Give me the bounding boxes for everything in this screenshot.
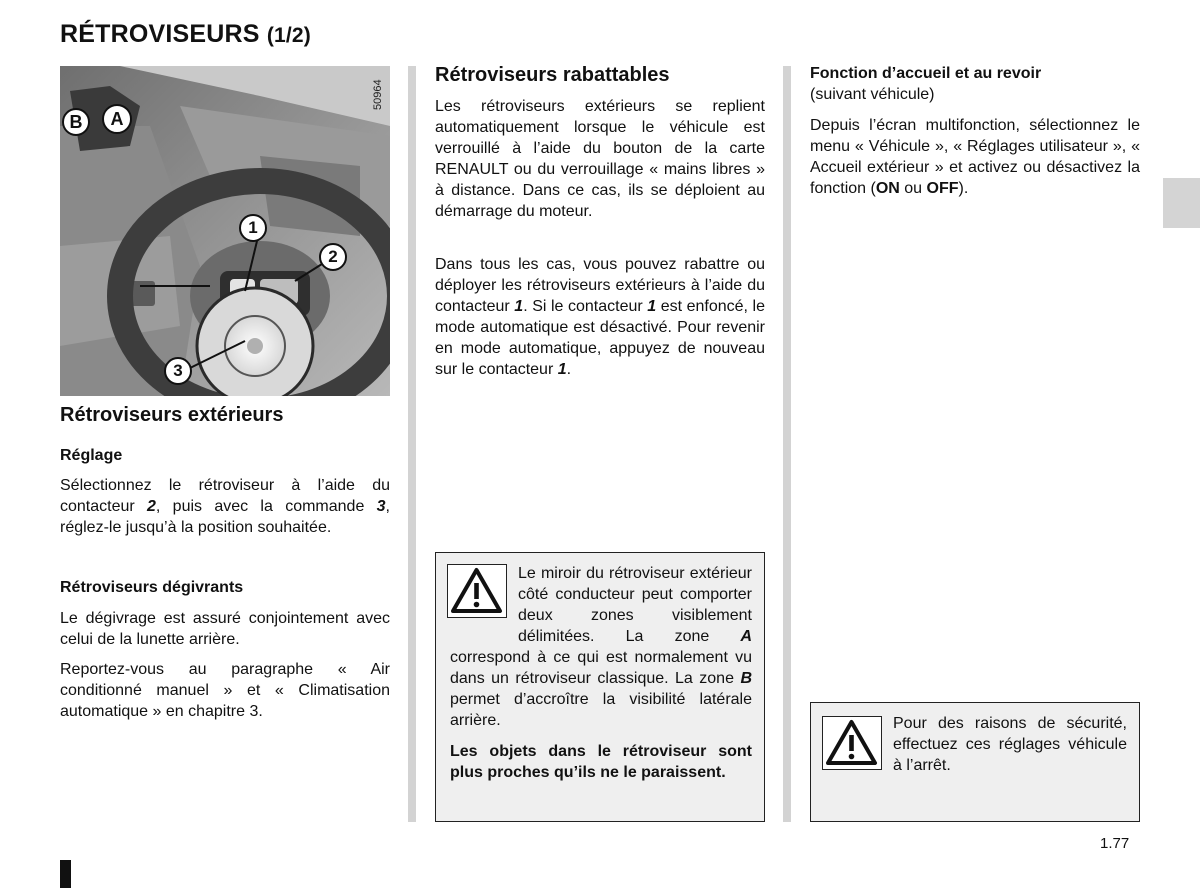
reglage-text-a: Sélectionnez le rétroviseur à l’aide du contacteur: [60, 477, 390, 515]
zone-b: B: [740, 670, 752, 687]
callout-1: 1: [239, 214, 267, 242]
off-label: OFF: [926, 180, 959, 197]
chapter-tab: [1163, 178, 1200, 228]
ref-1: 1: [557, 361, 567, 378]
ref-1: 1: [514, 298, 524, 315]
mirror-warning-text: [450, 563, 752, 731]
right-subheading: (suivant véhicule): [810, 86, 935, 103]
column-rule-right: [783, 66, 791, 822]
column-rule-left: [408, 66, 416, 822]
degivrants-heading: Rétroviseurs dégivrants: [60, 579, 244, 596]
warning-text-c: permet d’accroître la visibilité latérale arrière.: [450, 691, 752, 729]
steering-wheel-illustration: [60, 66, 390, 396]
ref-2: 2: [147, 498, 156, 515]
on-label: ON: [875, 180, 900, 197]
callout-2: 2: [319, 243, 347, 271]
middle-para2-c: est enfoncé, le mode automatique est désactivé. Pour revenir en mode automatique, appuyez de nouveau sur le contacteur: [435, 298, 766, 378]
page-title: [60, 20, 311, 49]
reglage-text: [60, 475, 390, 538]
middle-para2-d: .: [566, 361, 572, 378]
warning-triangle-icon: [822, 716, 882, 770]
middle-para2-b: . Si le contacteur: [523, 298, 648, 315]
middle-para2-a: Dans tous les cas, vous pouvez rabattre ou déployer les rétroviseurs extérieurs à l’aide du contacteur: [435, 256, 765, 315]
right-heading: Fonction d’accueil et au revoir: [810, 65, 1042, 82]
degivrants-para1: Le dégivrage est assuré conjointement avec celui de la lunette arrière.: [60, 610, 390, 648]
page-title-suffix: (1/2): [266, 24, 311, 47]
safety-warning-text: Pour des raisons de sécurité, effectuez ces réglages véhicule à l’arrêt.: [893, 715, 1127, 774]
ref-1: 1: [647, 298, 657, 315]
corner-marker: [60, 860, 71, 888]
mirror-warning-box: [435, 552, 765, 822]
reglage-text-c: , réglez-le jusqu’à la position souhaitée.: [60, 498, 390, 536]
callout-b: B: [62, 108, 90, 136]
safety-warning-box: [810, 702, 1140, 822]
right-para-a: Depuis l’écran multifonction, sélectionnez le menu « Véhicule », « Réglages utilisateur », « Accueil extérieur » et activez ou désactivez la fonction (: [810, 117, 1140, 197]
middle-heading: Rétroviseurs rabattables: [435, 64, 670, 86]
zone-a: A: [740, 628, 752, 645]
middle-para2: [435, 254, 765, 380]
page-title-main: RÉTROVISEURS: [60, 20, 260, 48]
warning-text-a: Le miroir du rétroviseur extérieur côté conducteur peut comporter deux zones visiblement délimitées. La zone: [518, 565, 752, 645]
left-heading: Rétroviseurs extérieurs: [60, 404, 284, 426]
callout-a: A: [102, 104, 132, 134]
mirror-warning-bold: Les objets dans le rétroviseur sont plus proches qu’ils ne le paraissent.: [450, 743, 752, 781]
ref-3: 3: [376, 498, 386, 515]
reglage-heading: Réglage: [60, 447, 123, 464]
middle-para1: Les rétroviseurs extérieurs se replient automatiquement lorsque le véhicule est verrouillé à l’aide du bouton de la carte RENAULT ou du verrouillage « mains libres » à distance. Dans ce cas, ils se déploient au démarrage du moteur.: [435, 98, 765, 220]
degivrants-para2: Reportez-vous au paragraphe « Air conditionné manuel » et « Climatisation automatique » en chapitre 3.: [60, 661, 390, 720]
figure-code: 50964: [372, 79, 384, 111]
callout-3: 3: [164, 357, 192, 385]
right-para-end: ).: [958, 180, 969, 197]
page-number: 1.77: [1100, 835, 1130, 852]
right-para: [810, 115, 1140, 199]
warning-text-b: correspond à ce qui est normalement vu dans un rétroviseur classique. La zone: [450, 649, 752, 687]
reglage-text-b: , puis avec la commande: [155, 498, 377, 515]
right-or: ou: [899, 180, 927, 197]
